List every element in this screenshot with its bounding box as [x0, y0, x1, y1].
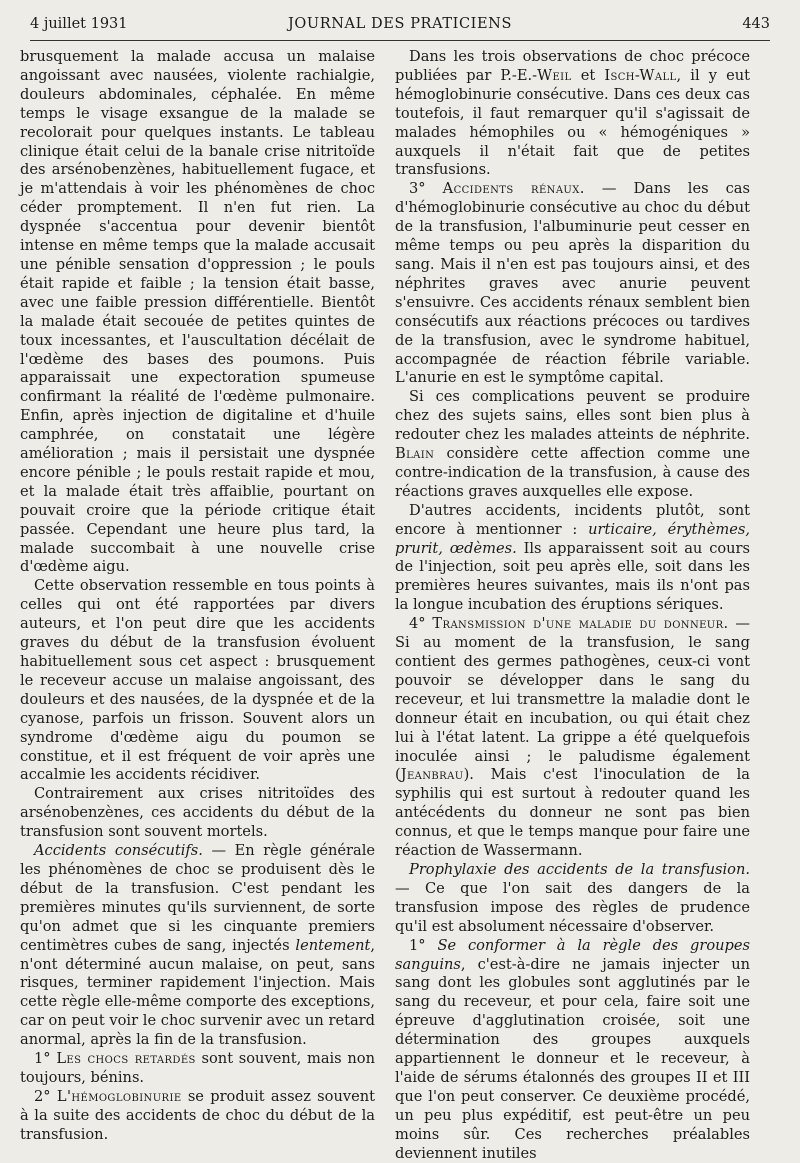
paragraph: 1° Les chocs retardés sont souvent, mais non toujours, bénins.: [20, 1050, 375, 1086]
section-title: Accidents consécutifs.: [34, 842, 203, 860]
section-title: Prophylaxie des accidents de la transfusion.: [409, 860, 750, 878]
subsection-title: Transmission d'une maladie du donneur.: [432, 615, 729, 633]
paragraph: 2° L'hémoglobinurie se produit assez souvent à la suite des accidents de choc du début de la transfusion.: [20, 1087, 375, 1143]
paragraph: Dans les trois observations de choc précoce publiées par P.-E.-Weil et Isch-Wall, il y eut hémoglobinurie consécutive. Dans ces deux cas toutefois, il faut remarquer qu'il s'agissait de malades hémophiles ou « hémogéniques » auxquels il n'était fait que de petites transfusions.: [395, 48, 750, 179]
left-column: [20, 48, 375, 1143]
paragraph: Contrairement aux crises nitritoïdes des arsénobenzènes, ces accidents du début de la transfusion sont souvent mortels.: [20, 785, 375, 841]
header-date: 4 juillet 1931: [30, 16, 128, 32]
header-rule: [30, 40, 770, 41]
header-page-number: 443: [742, 16, 770, 32]
paragraph: Prophylaxie des accidents de la transfusion. — Ce que l'on sait des dangers de la transfusion impose des règles de prudence qu'il est absolument nécessaire d'observer.: [395, 860, 750, 935]
paragraph: 4° Transmission d'une maladie du donneur. — Si au moment de la transfusion, le sang contient des germes pathogènes, ceux-ci vont pouvoir se développer dans le sang du receveur, et lui transmettre la maladie dont le donneur était en incubation, ou qui était chez lui à l'état latent. La grippe a été quelquefois inoculée ainsi ; le paludisme également (Jeanbrau). Mais c'est l'inoculation de la syphilis qui est surtout à redouter quand les antécédents du donneur ne sont pas bien connus, et que le temps manque pour faire une réaction de Wassermann.: [395, 615, 750, 860]
subsection-title: Les chocs retardés: [56, 1050, 196, 1068]
right-column: [395, 48, 751, 1162]
paragraph: Si ces complications peuvent se produire chez des sujets sains, elles sont bien plus à redouter chez les malades atteints de néphrite. Blain considère cette affection comme une contre-indication de la transfusion, à cause des réactions graves auxquelles elle expose.: [395, 388, 750, 500]
header-journal-title: JOURNAL DES PRATICIENS: [288, 16, 512, 32]
paragraph: Accidents consécutifs. — En règle générale les phénomènes de choc se produisent dès le début de la transfusion. C'est pendant les premières minutes qu'ils surviennent, de sorte qu'on admet que si les cinquante premiers centimètres cubes de sang, injectés lentement, n'ont déterminé aucun malaise, on peut, sans risques, terminer rapidement l'injection. Mais cette règle elle-même comporte des exceptions, car on peut voir le choc survenir avec un retard anormal, après la fin de la transfusion.: [20, 842, 375, 1049]
subsection-title: Accidents rénaux.: [442, 180, 585, 198]
running-header: [30, 16, 770, 38]
paragraph: 3° Accidents rénaux. — Dans les cas d'hémoglobinurie consécutive au choc du début de la transfusion, l'albuminurie peut cesser en même temps ou peu après la disparition du sang. Mais il n'en est pas toujours ainsi, et des néphrites graves avec anurie peuvent s'ensuivre. Ces accidents rénaux semblent bien consécutifs aux réactions précoces ou tardives de la transfusion, avec le syndrome habituel, accompagnée de réaction fébrile variable. L'anurie en est le symptôme capital.: [395, 180, 750, 387]
paragraph: 1° Se conformer à la règle des groupes sanguins, c'est-à-dire ne jamais injecter un sang dont les globules sont agglutinés par le sang du receveur, et pour cela, faire soit une épreuve d'agglutination croisée, soit une détermination des groupes auxquels appartiennent le donneur et le receveur, à l'aide de sérums étalonnés des groupes II et III que l'on peut conserver. Ce deuxième procédé, un peu plus expéditif, est peut-être un peu moins sûr. Ces recherches préalables deviennent inutiles: [395, 936, 750, 1162]
subsection-title: L'hémoglobinurie: [56, 1087, 182, 1105]
paragraph: brusquement la malade accusa un malaise angoissant avec nausées, violente rachialgie, douleurs abdominales, céphalée. En même temps le visage exsangue de la malade se recolorait pour quelques instants. Le tableau clinique était celui de la banale crise nitritoïde des arsénobenzènes, habituellement fugace, et je m'attendais à voir les phénomènes de choc céder promptement. Il n'en fut rien. La dyspnée s'accentua pour devenir bientôt intense en même temps que la malade accusait une pénible sensation d'oppression ; le pouls était rapide et faible ; la tension était basse, avec une faible pression différentielle. Bientôt la malade était secouée de petites quintes de toux incessantes, et l'auscultation décélait de l'œdème des bases des poumons. Puis apparaissait une expectoration spumeuse confirmant la réalité de l'œdème pulmonaire. Enfin, après injection de digitaline et d'huile camphrée, on constatait une légère amélioration ; mais il persistait une dyspnée encore pénible ; le pouls restait rapide et mou, et la malade était très affaiblie, pourtant on pouvait croire que la période critique était passée. Cependant une heure plus tard, la malade succombait à une nouvelle crise d'œdème aigu.: [20, 48, 375, 576]
paragraph: D'autres accidents, incidents plutôt, sont encore à mentionner : urticaire, érythèmes, prurit, œdèmes. Ils apparaissent soit au cours de l'injection, soit peu après elle, soit dans les premières heures suivantes, mais ils n'ont pas la longue incubation des éruptions sériques.: [395, 501, 751, 614]
paragraph: Cette observation ressemble en tous points à celles qui ont été rapportées par divers auteurs, et l'on peut dire que les accidents graves du début de la transfusion évoluent habituellement sous cet aspect : brusquement le receveur accuse un malaise angoissant, des douleurs et des nausées, de la dyspnée et de la cyanose, parfois un frisson. Souvent alors un syndrome d'œdème aigu du poumon se constitue, et il est fréquent de voir après une accalmie les accidents récidiver.: [20, 577, 375, 784]
